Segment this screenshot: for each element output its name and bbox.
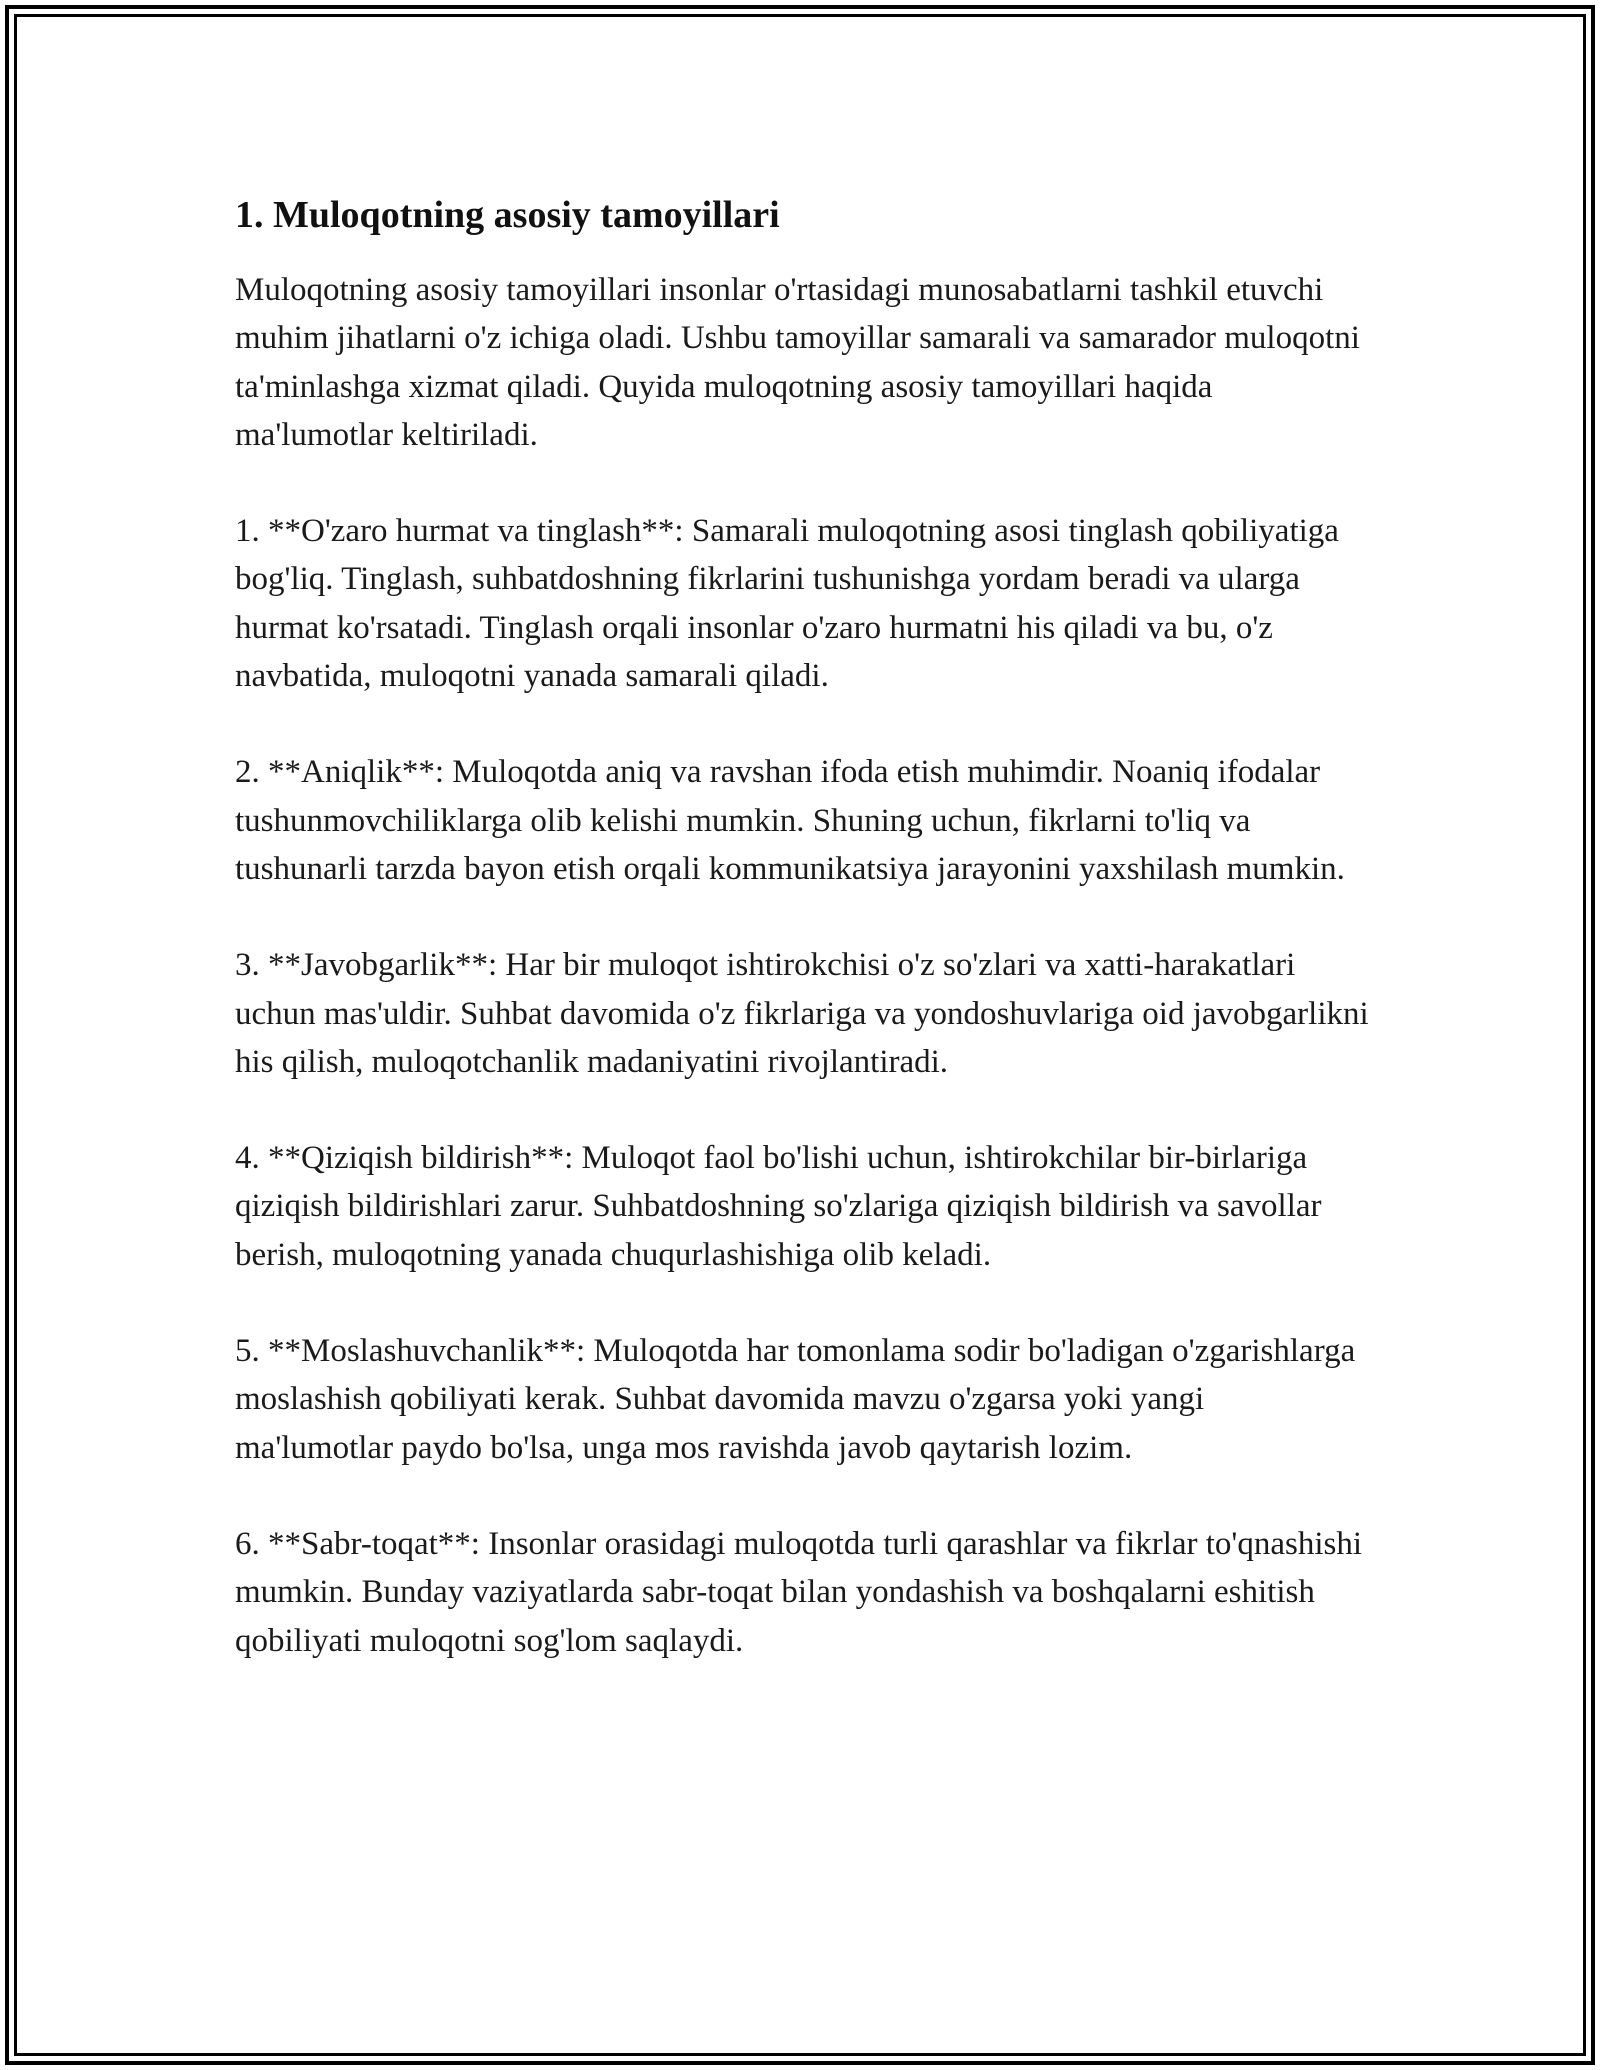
principle-showing-interest: 4. **Qiziqish bildirish**: Muloqot faol bo'lishi uchun, ishtirokchilar bir-birlariga qiziqish bildirishlari zarur. Suhbatdoshning so'zlariga qiziqish bildirish va savollar berish, muloqotning yanada chuqurlashishiga olib keladi.: [235, 1140, 1322, 1273]
principle-respect-listening: 1. **O'zaro hurmat va tinglash**: Samarali muloqotning asosi tinglash qobiliyatiga bog'liq. Tinglash, suhbatdoshning fikrlarini tushunishga yordam beradi va ularga hurmat ko'rsatadi. Tinglash orqali insonlar o'zaro hurmatni his qiladi va bu, o'z navbatida, muloqotni yanada samarali qiladi.: [235, 513, 1339, 695]
principle-patience: 6. **Sabr-toqat**: Insonlar orasidagi muloqotda turli qarashlar va fikrlar to'qnashishi mumkin. Bunday vaziyatlarda sabr-toqat bilan yondashish va boshqalarni eshitish qobiliyati muloqotni sog'lom saqlaydi.: [235, 1525, 1363, 1659]
principle-clarity: 2. **Aniqlik**: Muloqotda aniq va ravshan ifoda etish muhimdir. Noaniq ifodalar tushunmovchiliklarga olib kelishi mumkin. Shuning uchun, fikrlarni to'liq va tushunarli tarzda bayon etish orqali kommunikatsiya jarayonini yaxshilash mumkin.: [235, 754, 1345, 887]
document-body: [235, 188, 1370, 1713]
principle-responsibility: 3. **Javobgarlik**: Har bir muloqot ishtirokchisi o'z so'zlari va xatti-harakatlari uchun mas'uldir. Suhbat davomida o'z fikrlariga va yondoshuvlariga oid javobgarlikni his qilish, muloqotchanlik madaniyatini rivojlantiradi.: [235, 947, 1369, 1080]
principle-flexibility: 5. **Moslashuvchanlik**: Muloqotda har tomonlama sodir bo'ladigan o'zgarishlarga moslashish qobiliyati kerak. Suhbat davomida mavzu o'zgarsa yoki yangi ma'lumotlar paydo bo'lsa, unga mos ravishda javob qaytarish lozim.: [235, 1333, 1356, 1466]
section-heading: 1. Muloqotning asosiy tamoyillari: [235, 194, 780, 236]
intro-paragraph: Muloqotning asosiy tamoyillari insonlar o'rtasidagi munosabatlarni tashkil etuvchi muhim jihatlarni o'z ichiga oladi. Ushbu tamoyillar samarali va samarador muloqotni ta'minlashga xizmat qiladi. Quyida muloqotning asosiy tamoyillari haqida ma'lumotlar keltiriladi.: [235, 272, 1360, 453]
